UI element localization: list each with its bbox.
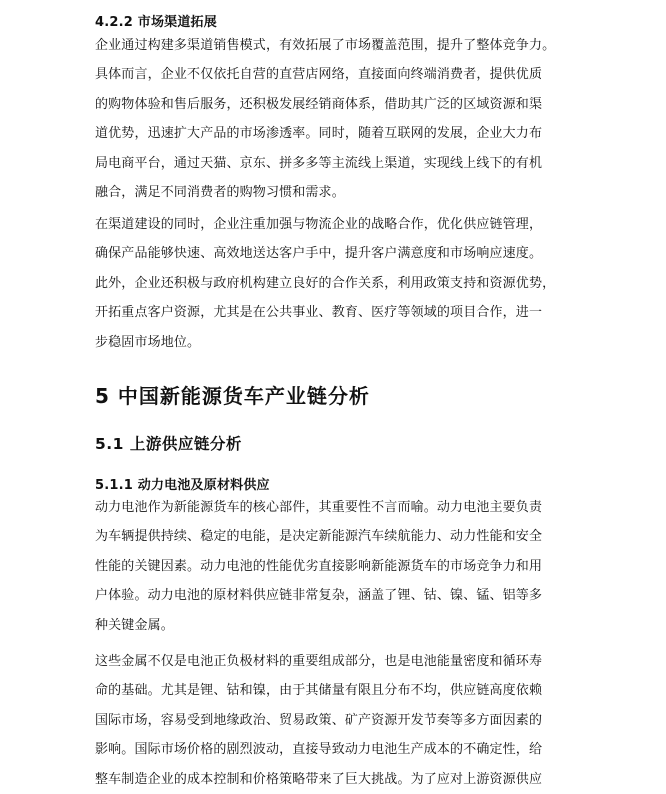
text-line: 性能的关键因素。动力电池的性能优劣直接影响新能源货车的市场竞争力和用: [95, 558, 543, 574]
text-line: 融合，满足不同消费者的购物习惯和需求。: [95, 184, 345, 200]
text-line: 道优势，迅速扩大产品的市场渗透率。同时，随着互联网的发展，企业大力布: [95, 126, 543, 142]
section-5-1-1-paragraph-2: [95, 647, 575, 794]
text-line: 影响。国际市场价格的剧烈波动，直接导致动力电池生产成本的不确定性，给: [95, 742, 543, 758]
text-line: 为车辆提供持续、稳定的电能，是决定新能源汽车续航能力、动力性能和安全: [95, 529, 543, 545]
section-4-2-2-paragraph-2: [95, 210, 575, 357]
section-5-1-heading: 5.1 上游供应链分析: [95, 435, 242, 453]
text-line: 开拓重点客户资源，尤其是在公共事业、教育、医疗等领域的项目合作，进一: [95, 305, 543, 321]
text-line: 种关键金属。: [95, 617, 174, 633]
text-line: 局电商平台，通过天猫、京东、拼多多等主流线上渠道，实现线上线下的有机: [95, 155, 543, 171]
section-5-1-1-heading: 5.1.1 动力电池及原材料供应: [95, 478, 270, 493]
section-5-1-1-paragraph-1: [95, 493, 575, 640]
text-line: 确保产品能够快速、高效地送达客户手中，提升客户满意度和市场响应速度。: [95, 246, 543, 262]
section-4-2-2-paragraph-1: [95, 31, 575, 207]
text-line: 动力电池作为新能源货车的核心部件，其重要性不言而喻。动力电池主要负责: [95, 500, 543, 515]
text-line: 具体而言，企业不仅依托自营的直营店网络，直接面向终端消费者，提供优质: [95, 67, 543, 83]
text-line: 国际市场，容易受到地缘政治、贸易政策、矿产资源开发节奏等多方面因素的: [95, 712, 543, 728]
text-line: 户体验。动力电池的原材料供应链非常复杂，涵盖了锂、钴、镍、锰、铝等多: [95, 588, 543, 604]
text-line: 此外，企业还积极与政府机构建立良好的合作关系，利用政策支持和资源优势，: [95, 275, 556, 291]
text-line: 这些金属不仅是电池正负极材料的重要组成部分，也是电池能量密度和循环寿: [95, 654, 543, 669]
text-line: 步稳固市场地位。: [95, 334, 201, 350]
chapter-5-heading: 5 中国新能源货车产业链分析: [95, 384, 370, 408]
text-line: 企业通过构建多渠道销售模式，有效拓展了市场覆盖范围，提升了整体竞争力。: [95, 38, 556, 53]
section-4-2-2-heading: 4.2.2 市场渠道拓展: [95, 15, 217, 30]
text-line: 命的基础。尤其是锂、钴和镍，由于其储量有限且分布不均，供应链高度依赖: [95, 683, 543, 699]
text-line: 的购物体验和售后服务，还积极发展经销商体系，借助其广泛的区域资源和渠: [95, 96, 543, 112]
text-line: 在渠道建设的同时，企业注重加强与物流企业的战略合作，优化供应链管理，: [95, 217, 543, 232]
text-line: 整车制造企业的成本控制和价格策略带来了巨大挑战。为了应对上游资源供应: [95, 771, 543, 787]
